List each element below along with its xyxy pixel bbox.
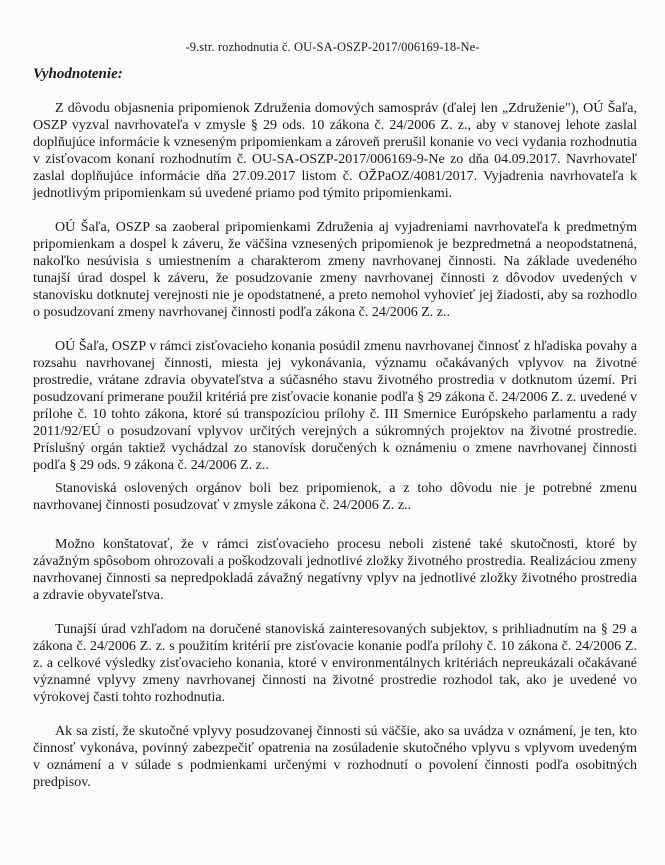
- document-body: [33, 100, 637, 808]
- paragraph-konstatovanie: Možno konštatovať, že v rámci zisťovacieho procesu neboli zistené také skutočnosti, ktoré by závažným spôsobom ohrozovali a poškodzovali jednotlivé zložky životného prostredia. Realizáciou zmeny navrhovanej činnosti sa nepredpokladá závažný negatívny vplyv na jednotlivé zložky životného prostredia a zdravie obyvateľstva.: [33, 537, 637, 603]
- paragraph-stanoviska-organov: Stanoviská oslovených orgánov boli bez pripomienok, a z toho dôvodu nie je potrebné zmenu navrhovanej činnosti posudzovať v zmysle zákona č. 24/2006 Z. z..: [33, 481, 637, 513]
- page-header: -9.str. rozhodnutia č. OU-SA-OSZP-2017/006169-18-Ne-: [185, 40, 480, 54]
- paragraph-posudenie-zmeny: OÚ Šaľa, OSZP v rámci zisťovacieho konania posúdil zmenu navrhovanej činnosť z hľadiska povahy a rozsahu navrhovanej činnosti, miesta jej vykonávania, významu očakávaných vplyvov na životné prostredie, vrátane zdravia obyvateľstva a súčasného stavu životného prostredia v dotknutom území. Pri posudzovaní primerane použil kritériá pre zisťovacie konanie podľa § 29 zákona č. 24/2006 Z. z. uvedené v prílohe č. 10 tohto zákona, ktoré sú transpozíciou prílohy č. III Smernice Európskeho parlamentu a rady 2011/92/EÚ o posudzovaní vplyvov určitých verejných a súkromných projektov na životné prostredie. Príslušný orgán taktiež vychádzal zo stanovísk doručených k oznámeniu o zmene navrhovanej činnosti podľa § 29 ods. 9 zákona č. 24/2006 Z. z..: [33, 339, 637, 473]
- paragraph-zaver-pripomienky: OÚ Šaľa, OSZP sa zaoberal pripomienkami Združenia aj vyjadreniami navrhovateľa k predmetným pripomienkam a dospel k záveru, že väčšina vznesených pripomienok je bezpredmetná a neopodstatnená, nakoľko nesúvisia s umiestnením a charakterom zmeny navrhovanej činnosti. Na základe uvedeného tunajší úrad dospel k záveru, že posudzovanie zmeny navrhovanej činnosti z dôvodov uvedených v stanovisku dotknutej verejnosti nie je opodstatnené, a preto nemohol vyhovieť jej žiadosti, aby sa rozhodlo o posudzovaní zmeny navrhovanej činnosti podľa zákona č. 24/2006 Z. z..: [33, 220, 637, 320]
- section-title: Vyhodnotenie:: [33, 66, 123, 82]
- paragraph-objasnenie-pripomienok: Z dôvodu objasnenia pripomienok Združenia domových samospráv (ďalej len „Združenie"), OÚ Šaľa, OSZP vyzval navrhovateľa v zmysle § 29 ods. 10 zákona č. 24/2006 Z. z., aby v stanovej lehote zaslal doplňujúce informácie k vzneseným pripomienkam a zároveň prerušil konanie vo veci vydania rozhodnutia v zisťovacom konaní rozhodnutím č. OU-SA-OSZP-2017/006169-9-Ne zo dňa 04.09.2017. Navrhovateľ zaslal doplňujúce informácie dňa 27.09.2017 listom č. OŽPaOZ/4081/2017. Vyjadrenia navrhovateľa k jednotlivým pripomienkam sú uvedené priamo pod týmito pripomienkami.: [33, 101, 637, 201]
- paragraph-rozhodnutie: Tunajší úrad vzhľadom na doručené stanoviská zainteresovaných subjektov, s prihliadnutím na § 29 a zákona č. 24/2006 Z. z. s použitím kritérií pre zisťovacie konanie podľa prílohy č. 10 zákona č. 24/2006 Z. z. a celkové výsledky zisťovacieho konania, ktoré v environmentálnych kritériách nepreukázali očakávané významné vplyvy zmeny navrhovanej činnosti na životné prostredie rozhodol tak, ako je uvedené vo výrokovej časti tohto rozhodnutia.: [33, 622, 637, 705]
- paragraph-povinnost-opatrenia: Ak sa zistí, že skutočné vplyvy posudzovanej činnosti sú väčšie, ako sa uvádza v oznámení, je ten, kto činnosť vykonáva, povinný zabezpečiť opatrenia na zosúladenie skutočného vplyvu s vplyvom uvedeným v oznámení a v súlade s podmienkami určenými v rozhodnutí o povolení činnosti podľa osobitných predpisov.: [33, 724, 637, 790]
